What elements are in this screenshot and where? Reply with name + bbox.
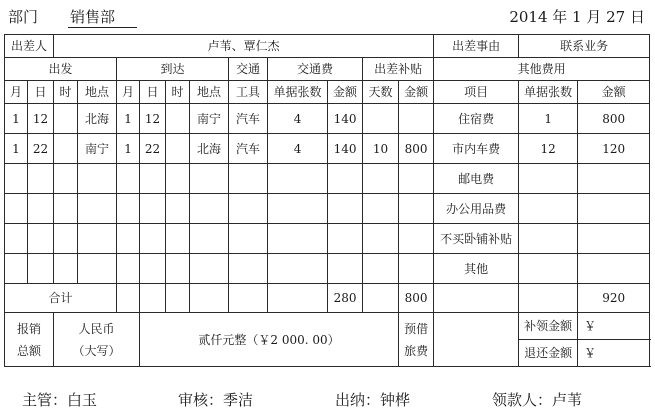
depart-day-cell bbox=[28, 224, 54, 254]
arrive-day-cell bbox=[140, 254, 166, 284]
depart-place-header: 地点 bbox=[78, 81, 117, 104]
depart-month-cell bbox=[5, 164, 28, 194]
department-value: 销售部 bbox=[68, 6, 137, 28]
allowance-amount-cell bbox=[399, 104, 434, 134]
arrive-place-cell: 南宁 bbox=[190, 104, 229, 134]
table-row bbox=[5, 164, 650, 194]
signature-supervisor: 主管：白玉 bbox=[22, 391, 98, 409]
vehicle-cell bbox=[229, 194, 268, 224]
transport-amount-cell bbox=[328, 164, 363, 194]
depart-day-cell bbox=[28, 254, 54, 284]
allowance-days-header: 天数 bbox=[363, 81, 399, 104]
transport-amount-cell: 140 bbox=[328, 134, 363, 164]
other-amount-cell bbox=[578, 254, 650, 284]
vehicle-cell bbox=[229, 224, 268, 254]
refund-amount-label: 退还金额 bbox=[519, 340, 578, 367]
other-receipt-count-cell: 12 bbox=[519, 134, 578, 164]
document-date: 2014 年 1 月 27 日 bbox=[509, 8, 645, 26]
transport-amount-header: 金额 bbox=[328, 81, 363, 104]
other-amount-cell: 800 bbox=[578, 104, 650, 134]
other-amount-cell: 120 bbox=[578, 134, 650, 164]
reimbursement-total-label: 报销 总额 bbox=[5, 313, 54, 367]
depart-time-cell bbox=[54, 104, 78, 134]
other-item-header: 项目 bbox=[434, 81, 519, 104]
arrive-time-cell bbox=[166, 254, 190, 284]
other-item-cell: 住宿费 bbox=[434, 104, 519, 134]
depart-day-cell bbox=[28, 194, 54, 224]
allowance-amount-cell bbox=[399, 164, 434, 194]
transport-receipt-count-cell bbox=[268, 194, 328, 224]
arrive-time-cell bbox=[166, 164, 190, 194]
depart-month-cell bbox=[5, 254, 28, 284]
signature-cashier: 出纳：钟桦 bbox=[335, 391, 411, 409]
other-item-cell: 邮电费 bbox=[434, 164, 519, 194]
allowance-days-cell bbox=[363, 104, 399, 134]
depart-month-cell bbox=[5, 224, 28, 254]
vehicle-cell bbox=[229, 164, 268, 194]
arrive-month-cell: 1 bbox=[117, 104, 140, 134]
other-amount-header: 金额 bbox=[578, 81, 650, 104]
arrive-month-header: 月 bbox=[117, 81, 140, 104]
depart-day-header: 日 bbox=[28, 81, 54, 104]
total-label: 合计 bbox=[5, 284, 117, 313]
depart-time-header: 时 bbox=[54, 81, 78, 104]
advance-travel-fee-label: 预借 旅费 bbox=[399, 313, 434, 367]
transport-fee-group-header: 交通费 bbox=[268, 58, 363, 81]
other-item-cell: 办公用品费 bbox=[434, 194, 519, 224]
depart-place-cell bbox=[78, 224, 117, 254]
transport-amount-cell bbox=[328, 254, 363, 284]
arrive-month-cell bbox=[117, 254, 140, 284]
total-allowance-amount: 800 bbox=[399, 284, 434, 313]
other-receipt-count-cell bbox=[519, 194, 578, 224]
supplement-amount-value: ￥ bbox=[578, 313, 650, 340]
signature-reviewer: 审核：季洁 bbox=[178, 391, 254, 409]
depart-day-cell bbox=[28, 164, 54, 194]
transport-receipt-count-cell bbox=[268, 224, 328, 254]
transport-receipt-count-cell bbox=[268, 164, 328, 194]
other-receipt-count-cell: 1 bbox=[519, 104, 578, 134]
trip-reason-value: 联系业务 bbox=[519, 35, 650, 58]
allowance-days-cell bbox=[363, 194, 399, 224]
depart-place-cell bbox=[78, 254, 117, 284]
depart-month-cell: 1 bbox=[5, 134, 28, 164]
allowance-days-cell: 10 bbox=[363, 134, 399, 164]
other-receipt-count-cell bbox=[519, 164, 578, 194]
depart-time-cell bbox=[54, 164, 78, 194]
arrive-place-cell bbox=[190, 194, 229, 224]
transport-amount-cell bbox=[328, 224, 363, 254]
depart-place-cell bbox=[78, 194, 117, 224]
allowance-amount-cell bbox=[399, 224, 434, 254]
transport-receipt-count-cell: 4 bbox=[268, 104, 328, 134]
depart-month-header: 月 bbox=[5, 81, 28, 104]
depart-time-cell bbox=[54, 134, 78, 164]
depart-month-cell bbox=[5, 194, 28, 224]
traveler-label: 出差人 bbox=[5, 35, 54, 58]
depart-place-cell bbox=[78, 164, 117, 194]
depart-time-cell bbox=[54, 224, 78, 254]
other-amount-cell bbox=[578, 194, 650, 224]
allowance-days-cell bbox=[363, 164, 399, 194]
allowance-amount-cell bbox=[399, 194, 434, 224]
other-item-cell: 其他 bbox=[434, 254, 519, 284]
arrive-month-cell bbox=[117, 224, 140, 254]
traveler-value: 卢苇、覃仁杰 bbox=[54, 35, 434, 58]
arrive-day-cell bbox=[140, 194, 166, 224]
depart-day-cell: 12 bbox=[28, 104, 54, 134]
transport-receipt-count-cell: 4 bbox=[268, 134, 328, 164]
arrive-time-cell bbox=[166, 104, 190, 134]
reimbursement-amount-text: 贰仟元整（￥2 000. 00） bbox=[140, 313, 399, 367]
depart-month-cell: 1 bbox=[5, 104, 28, 134]
other-receipt-count-cell bbox=[519, 224, 578, 254]
group-header-row bbox=[5, 58, 650, 81]
rmb-uppercase-label: 人民币 （大写） bbox=[54, 313, 140, 367]
depart-place-cell: 北海 bbox=[78, 104, 117, 134]
arrive-time-cell bbox=[166, 194, 190, 224]
vehicle-header-top: 交通 bbox=[229, 58, 268, 81]
arrive-day-cell: 22 bbox=[140, 134, 166, 164]
signature-payee: 领款人：卢苇 bbox=[492, 391, 583, 409]
arrive-day-header: 日 bbox=[140, 81, 166, 104]
depart-place-cell: 南宁 bbox=[78, 134, 117, 164]
arrive-place-header: 地点 bbox=[190, 81, 229, 104]
depart-day-cell: 22 bbox=[28, 134, 54, 164]
arrival-group-header: 到达 bbox=[117, 58, 229, 81]
other-receipt-count-cell bbox=[519, 254, 578, 284]
total-row bbox=[5, 284, 650, 313]
reimbursement-row-1 bbox=[5, 313, 650, 340]
transport-amount-cell: 140 bbox=[328, 104, 363, 134]
allowance-amount-header: 金额 bbox=[399, 81, 434, 104]
total-other-amount: 920 bbox=[578, 284, 650, 313]
table-row bbox=[5, 224, 650, 254]
allowance-amount-cell bbox=[399, 254, 434, 284]
depart-time-cell bbox=[54, 254, 78, 284]
arrive-day-cell bbox=[140, 164, 166, 194]
other-item-cell: 不买卧铺补贴 bbox=[434, 224, 519, 254]
vehicle-cell bbox=[229, 254, 268, 284]
other-amount-cell bbox=[578, 164, 650, 194]
arrive-place-cell bbox=[190, 224, 229, 254]
refund-amount-value: ￥ bbox=[578, 340, 650, 367]
total-transport-amount: 280 bbox=[328, 284, 363, 313]
arrive-month-cell bbox=[117, 194, 140, 224]
other-amount-cell bbox=[578, 224, 650, 254]
supplement-amount-label: 补领金额 bbox=[519, 313, 578, 340]
arrive-month-cell bbox=[117, 164, 140, 194]
table-row bbox=[5, 134, 650, 164]
vehicle-cell: 汽车 bbox=[229, 134, 268, 164]
column-header-row bbox=[5, 81, 650, 104]
arrive-place-cell bbox=[190, 164, 229, 194]
transport-receipt-count-header: 单据张数 bbox=[268, 81, 328, 104]
other-receipt-count-header: 单据张数 bbox=[519, 81, 578, 104]
other-item-cell: 市内车费 bbox=[434, 134, 519, 164]
vehicle-cell: 汽车 bbox=[229, 104, 268, 134]
allowance-days-cell bbox=[363, 254, 399, 284]
other-fee-group-header: 其他费用 bbox=[434, 58, 650, 81]
vehicle-header-bottom: 工具 bbox=[229, 81, 268, 104]
department-label: 部门 bbox=[8, 8, 39, 26]
allowance-amount-cell: 800 bbox=[399, 134, 434, 164]
advance-travel-fee-value bbox=[434, 313, 519, 367]
arrive-time-cell bbox=[166, 134, 190, 164]
allowance-group-header: 出差补贴 bbox=[363, 58, 434, 81]
transport-amount-cell bbox=[328, 194, 363, 224]
transport-receipt-count-cell bbox=[268, 254, 328, 284]
table-row bbox=[5, 104, 650, 134]
departure-group-header: 出发 bbox=[5, 58, 117, 81]
arrive-month-cell: 1 bbox=[117, 134, 140, 164]
table-row bbox=[5, 254, 650, 284]
arrive-time-header: 时 bbox=[166, 81, 190, 104]
arrive-place-cell bbox=[190, 254, 229, 284]
table-row bbox=[5, 194, 650, 224]
arrive-day-cell: 12 bbox=[140, 104, 166, 134]
arrive-time-cell bbox=[166, 224, 190, 254]
arrive-place-cell: 北海 bbox=[190, 134, 229, 164]
trip-reason-label: 出差事由 bbox=[434, 35, 519, 58]
info-row bbox=[5, 35, 650, 58]
travel-expense-table bbox=[4, 34, 650, 367]
arrive-day-cell bbox=[140, 224, 166, 254]
allowance-days-cell bbox=[363, 224, 399, 254]
depart-time-cell bbox=[54, 194, 78, 224]
